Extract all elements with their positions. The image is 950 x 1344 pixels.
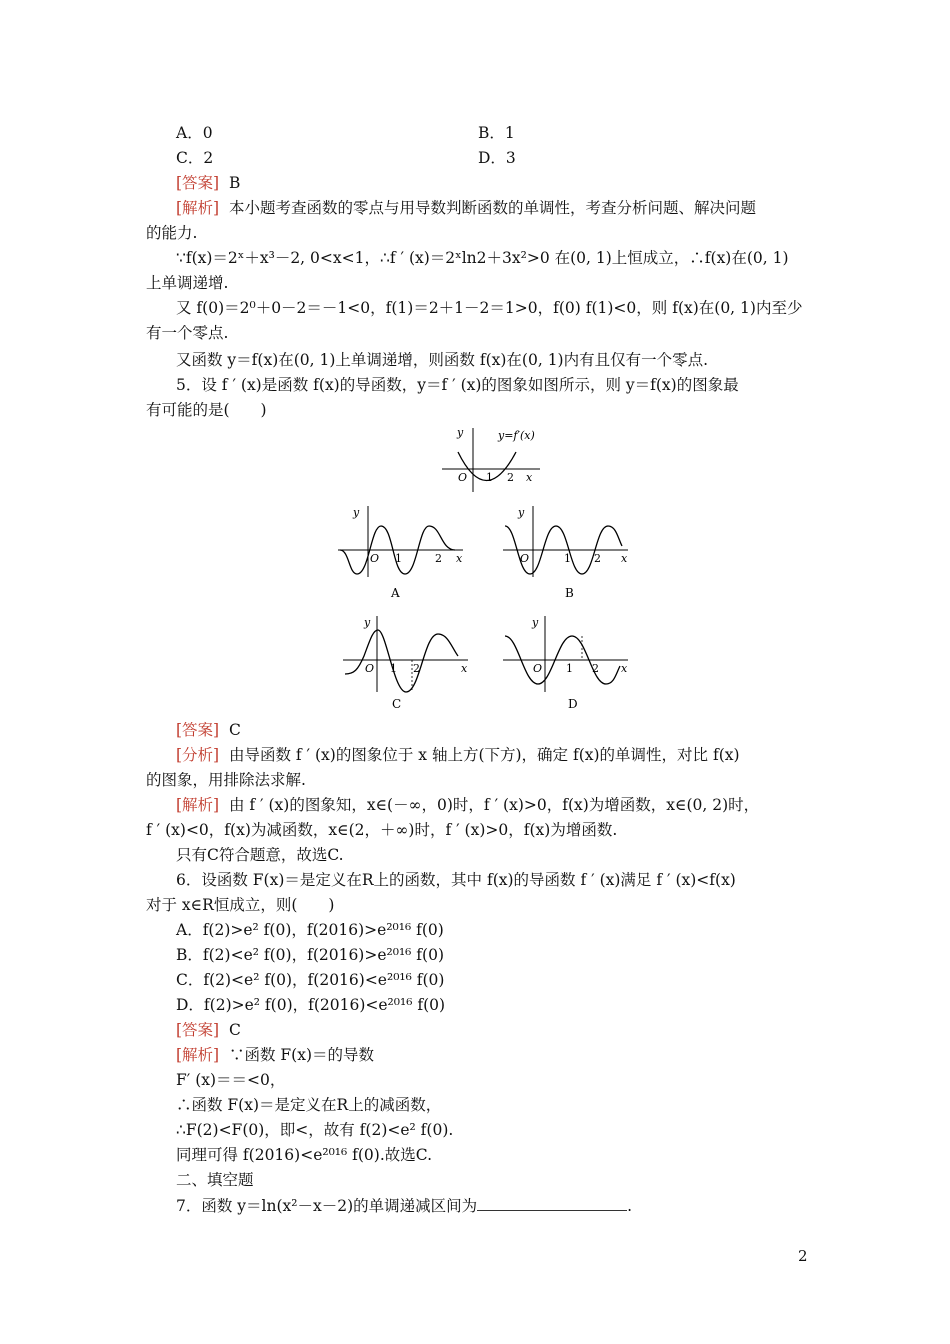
axis-y-label: y [353,506,360,519]
option-b: B．f(2)<e² f(0)，f(2016)>e²⁰¹⁶ f(0) [176,946,444,964]
answer-line [176,173,240,193]
text-line: 又函数 y＝f(x)在(0, 1)上单调递增，则函数 f(x)在(0, 1)内有且仅有一个零点. [176,351,709,369]
caption-d: D [568,697,578,711]
derivative-graph [440,424,550,494]
option-b: B．1 [478,124,515,142]
analysis-line [176,198,756,218]
tick-2: 2 [507,471,514,484]
analysis-line [176,795,759,815]
fenxi-text: 由导函数 f ′ (x)的图象位于 x 轴上方(下方)，确定 f(x)的单调性，对比 f(x) [228,746,740,764]
answer-tag: [答案] [176,174,220,192]
caption-a: A [391,586,400,600]
caption-b: B [565,586,574,600]
answer-value: C [228,721,241,739]
origin-label: O [370,552,380,565]
curve-label: y=f′(x) [498,429,535,442]
fenxi-tag: [分析] [176,746,220,764]
question-7-text: 7．函数 y＝ln(x²－x－2)的单调递减区间为 [176,1197,478,1215]
axis-x-label: x [526,471,533,484]
origin-label: O [365,662,375,675]
graph-option-d [500,612,640,712]
page-number: 2 [798,1247,808,1265]
answer-value: B [228,174,241,192]
analysis-line [176,1045,374,1065]
question-6: 6．设函数 F(x)＝是定义在R上的函数，其中 f(x)的导函数 f ′ (x)满足 f ′ (x)<f(x) [176,871,736,889]
tick-1: 1 [564,552,571,565]
text-line: 有一个零点. [146,324,229,342]
origin-label: O [533,662,543,675]
option-a: A．f(2)>e² f(0)，f(2016)>e²⁰¹⁶ f(0) [176,921,444,939]
section-heading: 二、填空题 [176,1171,254,1189]
option-c: C．2 [176,149,214,167]
option-a: A．0 [176,124,213,142]
axis-x-label: x [621,662,628,675]
fenxi-line [176,745,740,765]
answer-value: C [228,1021,241,1039]
analysis-tag: [解析] [176,1046,220,1064]
question-7-end: . [627,1197,633,1215]
graph-option-a [335,502,475,602]
text-line: ∴F(2)<F(0)，即<，故有 f(2)<e² f(0). [176,1121,454,1139]
text-line: 又 f(0)＝2⁰＋0－2＝－1<0，f(1)＝2＋1－2＝1>0，f(0) f(1)<0，则 f(x)在(0, 1)内至少 [176,299,803,317]
axis-y-label: y [457,426,464,439]
text-line: ∴函数 F(x)＝是定义在R上的减函数， [176,1096,442,1114]
analysis-tag: [解析] [176,199,220,217]
origin-label: O [458,471,468,484]
option-d: D．3 [478,149,516,167]
question-7 [176,1196,632,1216]
text-line: 对于 x∈R恒成立，则( ) [146,896,335,914]
tick-1: 1 [486,471,493,484]
tick-2: 2 [594,552,601,565]
option-c: C．f(2)<e² f(0)，f(2016)<e²⁰¹⁶ f(0) [176,971,445,989]
tick-1: 1 [390,662,397,675]
answer-tag: [答案] [176,721,220,739]
axis-y-label: y [364,616,371,629]
axis-y-label: y [532,616,539,629]
curve [345,630,458,692]
tick-2: 2 [592,662,599,675]
analysis-text: 本小题考查函数的零点与用导数判断函数的单调性，考查分析问题、解决问题 [228,199,756,217]
tick-2: 2 [413,662,420,675]
option-d: D．f(2)>e² f(0)，f(2016)<e²⁰¹⁶ f(0) [176,996,446,1014]
text-line: 有可能的是( ) [146,401,267,419]
axis-x-label: x [621,552,628,565]
tick-2: 2 [435,552,442,565]
tick-1: 1 [566,662,573,675]
analysis-tag: [解析] [176,796,220,814]
text-line: 只有C符合题意，故选C. [176,846,344,864]
text-line: F′ (x)＝＝<0， [176,1071,286,1089]
analysis-text: 由 f ′ (x)的图象知，x∈(－∞，0)时，f ′ (x)>0，f(x)为增函数，x∈(0, 2)时， [228,796,760,814]
text-line: 同理可得 f(2016)<e²⁰¹⁶ f(0).故选C. [176,1146,433,1164]
caption-c: C [392,697,402,711]
origin-label: O [520,552,530,565]
text-line: f ′ (x)<0，f(x)为减函数，x∈(2，＋∞)时，f ′ (x)>0，f(x)为增函数. [146,821,618,839]
analysis-text: ∵函数 F(x)＝的导数 [228,1046,374,1064]
text-line: 上单调递增. [146,274,229,292]
answer-tag: [答案] [176,1021,220,1039]
question-5: 5．设 f ′ (x)是函数 f(x)的导函数，y＝f ′ (x)的图象如图所示，则 y＝f(x)的图象最 [176,376,739,394]
text-line: 的能力. [146,224,198,242]
answer-blank [477,1196,627,1211]
tick-1: 1 [395,552,402,565]
answer-line [176,720,241,740]
axis-y-label: y [518,506,525,519]
text-line: ∵f(x)＝2ˣ＋x³－2, 0<x<1，∴f ′ (x)＝2ˣln2＋3x²>0 在(0, 1)上恒成立，∴f(x)在(0, 1) [176,249,789,267]
graph-option-c [340,612,480,712]
answer-line [176,1020,241,1040]
axis-x-label: x [461,662,468,675]
text-line: 的图象，用排除法求解. [146,771,306,789]
axis-x-label: x [456,552,463,565]
graph-option-b [500,502,640,602]
